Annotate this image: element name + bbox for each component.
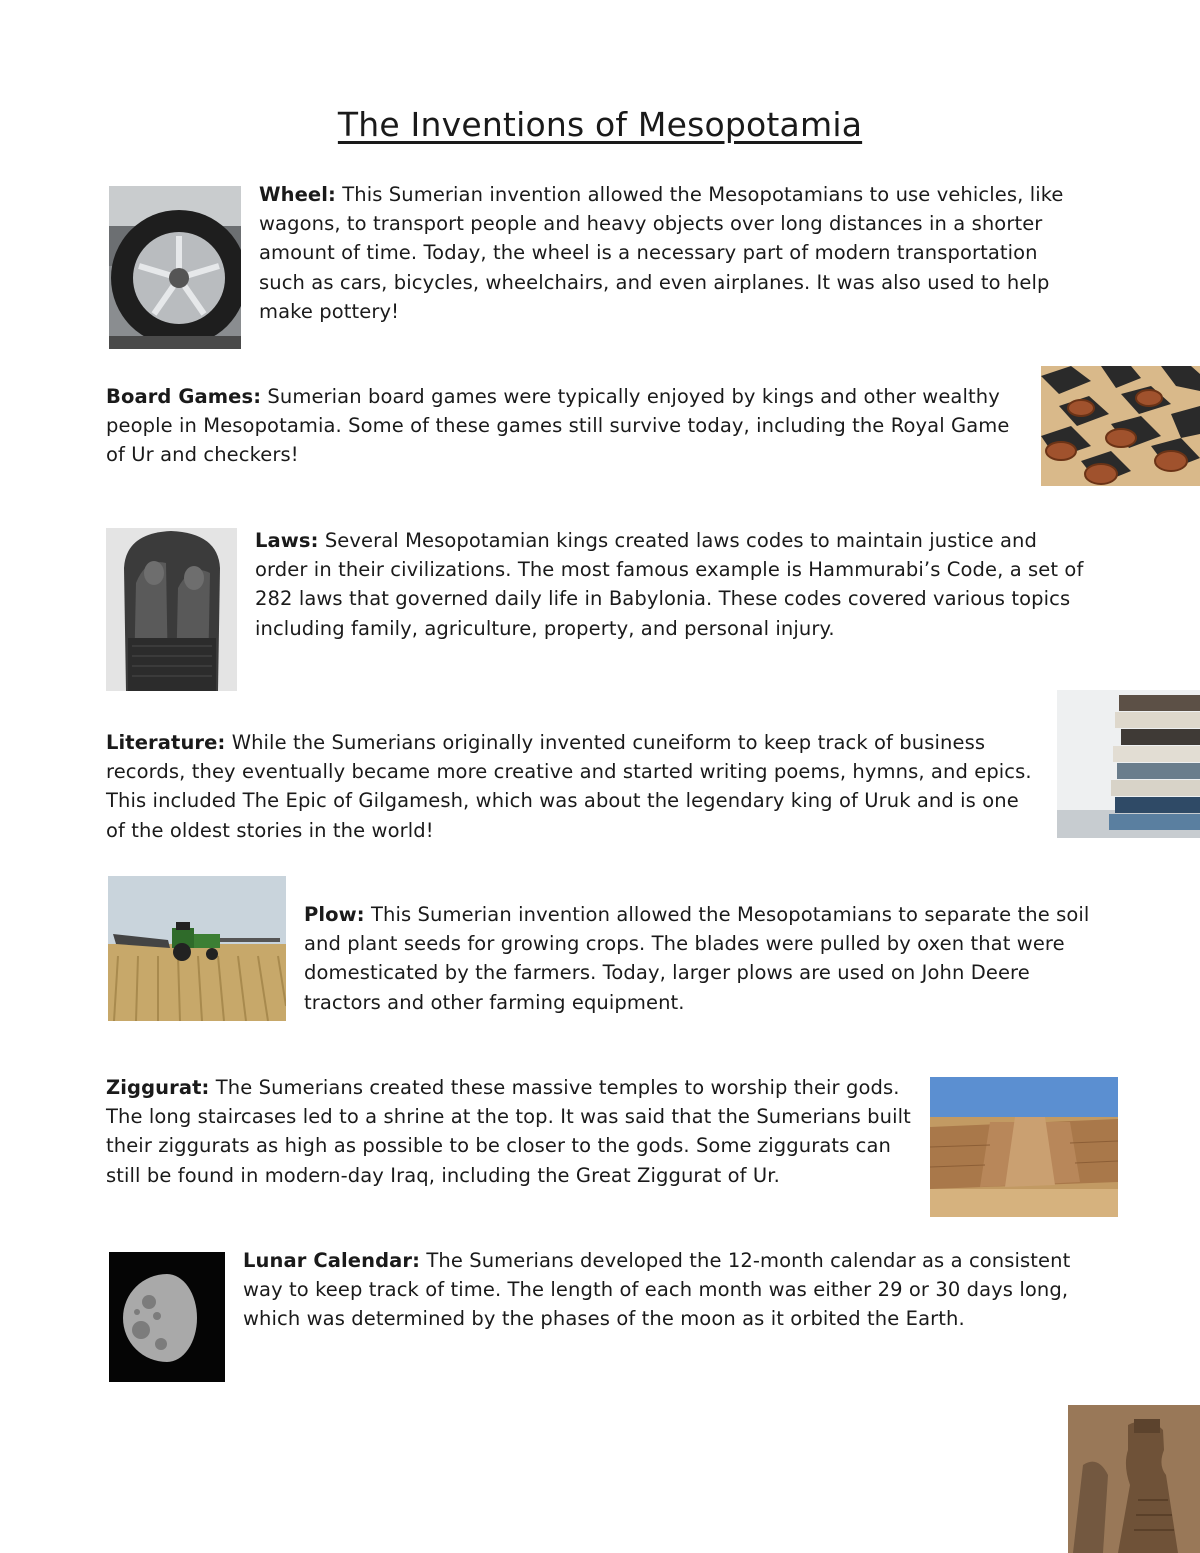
wheel-image	[109, 186, 241, 349]
moon-image	[109, 1252, 225, 1382]
laws-heading: Laws:	[255, 529, 319, 552]
assyrian-relief-image	[1068, 1405, 1200, 1553]
ziggurat-heading: Ziggurat:	[106, 1076, 210, 1099]
lunar-calendar-heading: Lunar Calendar:	[243, 1249, 421, 1272]
literature-text: While the Sumerians originally invented cuneiform to keep track of business records, they eventually became more creative and started writing poems, hymns, and epics. This included The Epic of Gilgamesh, which was about the legendary king of Uruk and is one of the oldest stories in the world!	[106, 731, 1032, 842]
lunar-calendar-text: The Sumerians developed the 12-month calendar as a consistent way to keep track of time. The length of each month was either 29 or 30 days long, which was determined by the phases of the moon as it orbited the Earth.	[243, 1249, 1071, 1331]
checkers-board-image	[1041, 366, 1200, 486]
ziggurat-text: The Sumerians created these massive temples to worship their gods. The long staircases led to a shrine at the top. It was said that the Sumerians built their ziggurats as high as possible to be closer to the gods. Some ziggurats can still be found in modern-day Iraq, including the Great Ziggurat of Ur.	[106, 1076, 911, 1187]
wheel-heading: Wheel:	[259, 183, 336, 206]
page-title: The Inventions of Mesopotamia	[337, 105, 863, 144]
section-lunar-calendar	[243, 1246, 1093, 1334]
board-games-text: Sumerian board games were typically enjoyed by kings and other wealthy people in Mesopotamia. Some of these games still survive today, including the Royal Game of Ur and checkers!	[106, 385, 1010, 467]
literature-heading: Literature:	[106, 731, 226, 754]
laws-text: Several Mesopotamian kings created laws codes to maintain justice and order in their civilizations. The most famous example is Hammurabi’s Code, a set of 282 laws that governed daily life in Babylonia. These codes covered various topics including family, agriculture, property, and personal injury.	[255, 529, 1084, 640]
section-laws	[255, 526, 1085, 643]
section-ziggurat	[106, 1073, 921, 1190]
board-games-heading: Board Games:	[106, 385, 262, 408]
hammurabi-stele-image	[106, 528, 237, 691]
section-wheel	[259, 180, 1089, 326]
books-stack-image	[1057, 690, 1200, 838]
section-plow	[304, 900, 1094, 1017]
ziggurat-image	[930, 1077, 1118, 1217]
wheel-text: This Sumerian invention allowed the Mesopotamians to use vehicles, like wagons, to transport people and heavy objects over long distances in a shorter amount of time. Today, the wheel is a necessary part of modern transportation such as cars, bicycles, wheelchairs, and even airplanes. It was also used to help make pottery!	[259, 183, 1064, 323]
plow-text: This Sumerian invention allowed the Mesopotamians to separate the soil and plant seeds for growing crops. The blades were pulled by oxen that were domesticated by the farmers. Today, larger plows are used on John Deere tractors and other farming equipment.	[304, 903, 1090, 1014]
section-board-games	[106, 382, 1026, 470]
tractor-field-image	[108, 876, 286, 1021]
plow-heading: Plow:	[304, 903, 365, 926]
section-literature	[106, 728, 1036, 845]
